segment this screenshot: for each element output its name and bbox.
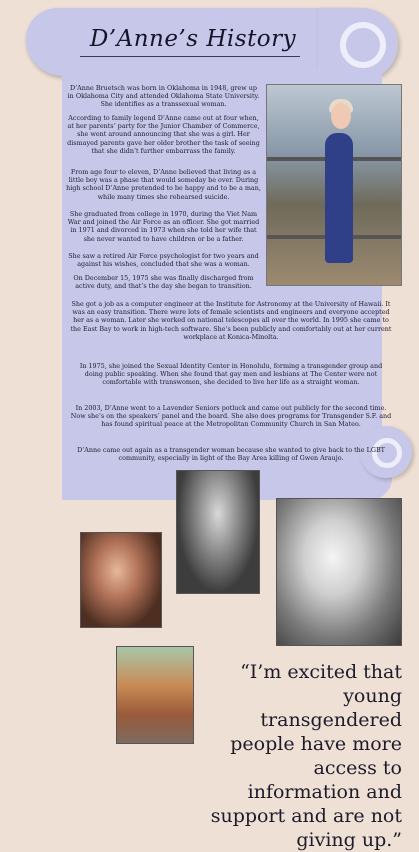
paragraph-came-out-again: D’Anne came out again as a transgender woman because she wanted to give back to the LGBT community, especially in light of the Bay Area killing of Gwen Araujo. (77, 446, 385, 463)
paragraph-honolulu: In 1975, she joined the Sexual Identity Center in Honolulu, forming a transgender group and doing public speaking. When she found that gay men and lesbians at The Center were not comfortable with transwomen, she decided to live her life as a straight woman. (79, 362, 383, 387)
paragraph-psychologist: She saw a retired Air Force psychologist for two years and against his wishes, concluded that she was a woman. (68, 252, 259, 269)
paragraph-career: She got a job as a computer engineer at the Institute for Astronomy at the University of Hawaii. It was an easy transition. There were lots of female scientists and engineers and everyone accepted her as a woman. Later she worked on national telescopes all over the world. In 1995 she came to the East Bay to work in high-tech software. She’s been publicly and comfortably out at her current workplace at Konica-Minolta. (70, 300, 392, 341)
paragraph-discharge: On December 15, 1975 she was finally discharged from active duty, and that’s the day she began to transition. (73, 274, 254, 291)
photo-1970s-portrait (80, 532, 162, 628)
paragraph-childhood: From age four to eleven, D’Anne believed that living as a little boy was a phase that would someday be over. During high school D’Anne pretended to be happy and to be a man, while many times she rehearsed suicide. (66, 168, 261, 201)
paragraph-lavender-seniors: In 2003, D’Anne went to a Lavender Seniors potluck and came out publicly for the second time. Now she’s on the speakers’ panel and the board. She also does programs for Transgender S.F. and has found spiritual peace at the Metropolitan Community Church in San Mateo. (70, 404, 392, 429)
scroll-top-curl-ornament (340, 22, 386, 68)
title-underline (80, 56, 300, 57)
photo-young-man-portrait (176, 470, 260, 594)
paragraph-birth: D’Anne Bruetsch was born in Oklahoma in 1948, grew up in Oklahoma City and attended Oklahoma State University. She identifies as a transsexual woman. (67, 84, 260, 109)
face (331, 103, 351, 129)
blue-dress (325, 133, 353, 263)
page-title: D’Anne’s History (89, 26, 297, 52)
paragraph-family-legend: According to family legend D’Anne came out at four when, at her parents’ party for the Junior Chamber of Commerce, she went around announcing that she was a girl. Her dismayed parents gave her older brother the task of seeing that she didn’t further embarrass the family. (67, 114, 260, 155)
pull-quote: “I’m excited that young transgendered people have more access to information and support and are not giving up.” (210, 661, 402, 851)
photo-child-portrait (276, 498, 402, 646)
photo-danne-seated (116, 646, 194, 744)
paragraph-air-force: She graduated from college in 1970, during the Viet Nam War and joined the Air Force as an officer. She got married in 1971 and divorced in 1973 when she told her wife that she never wanted to have children or be a father. (67, 210, 260, 243)
photo-danne-balcony (266, 84, 402, 286)
